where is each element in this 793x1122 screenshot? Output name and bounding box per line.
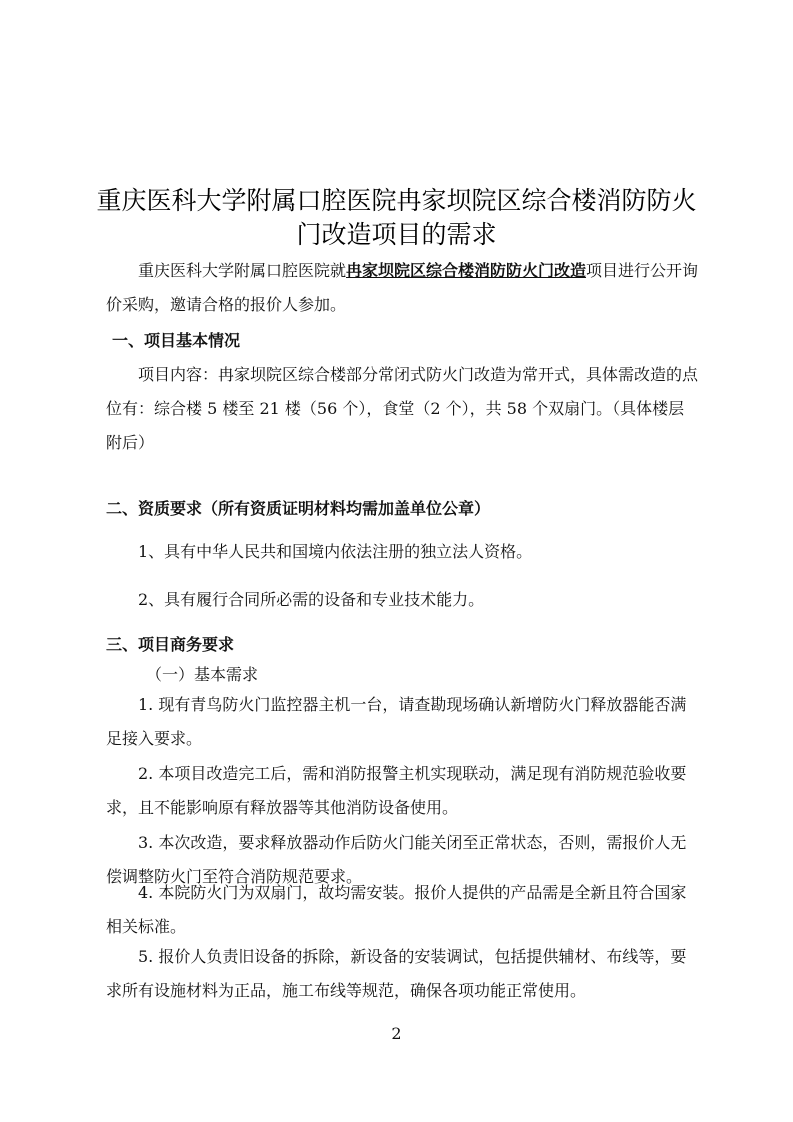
intro-suffix: 项目进行公开询价采购，邀请合格的报价人参加。 — [106, 261, 699, 314]
intro-prefix: 重庆医科大学附属口腔医院就 — [138, 261, 347, 280]
document-title-line-1: 重庆医科大学附属口腔医院冉家坝院区综合楼消防防火 — [96, 186, 697, 215]
section-3-item-3: 3. 本次改造，要求释放器动作后防火门能关闭至正常状态，否则，需报价人无偿调整防火门至符合消防规范要求。 — [106, 833, 687, 886]
page-number: 2 — [391, 1024, 402, 1043]
section-2-heading: 二、资质要求（所有资质证明材料均需加盖单位公章） — [106, 499, 491, 518]
section-1-heading: 一、项目基本情况 — [112, 331, 241, 350]
document-title-line-2: 门改造项目的需求 — [296, 220, 497, 249]
section-1-content: 项目内容：冉家坝院区综合楼部分常闭式防火门改造为常开式，具体需改造的点位有：综合楼 5 楼至 21 楼（56 个），食堂（2 个），共 58 个双扇门。（具体楼层附后） — [106, 365, 699, 452]
section-3-item-4: 4. 本院防火门为双扇门，故均需安装。报价人提供的产品需是全新且符合国家相关标准。 — [106, 883, 687, 936]
project-name: 冉家坝院区综合楼消防防火门改造 — [346, 261, 587, 280]
intro-paragraph — [106, 254, 700, 322]
section-3-subheading: （一）基本需求 — [146, 665, 259, 684]
section-3-item-1: 1. 现有青鸟防火门监控器主机一台，请查勘现场确认新增防火门释放器能否满足接入要求。 — [106, 695, 687, 748]
section-3-item-5: 5. 报价人负责旧设备的拆除，新设备的安装调试，包括提供辅材、布线等，要求所有设施材料为正品，施工布线等规范，确保各项功能正常使用。 — [106, 947, 687, 1000]
section-3-heading: 三、项目商务要求 — [106, 635, 235, 654]
section-2-item-2: 2、具有履行合同所必需的设备和专业技术能力。 — [138, 590, 485, 609]
section-3-item-2: 2. 本项目改造完工后，需和消防报警主机实现联动，满足现有消防规范验收要求，且不能影响原有释放器等其他消防设备使用。 — [106, 764, 687, 817]
section-2-item-1: 1、具有中华人民共和国境内依法注册的独立法人资格。 — [138, 542, 533, 561]
